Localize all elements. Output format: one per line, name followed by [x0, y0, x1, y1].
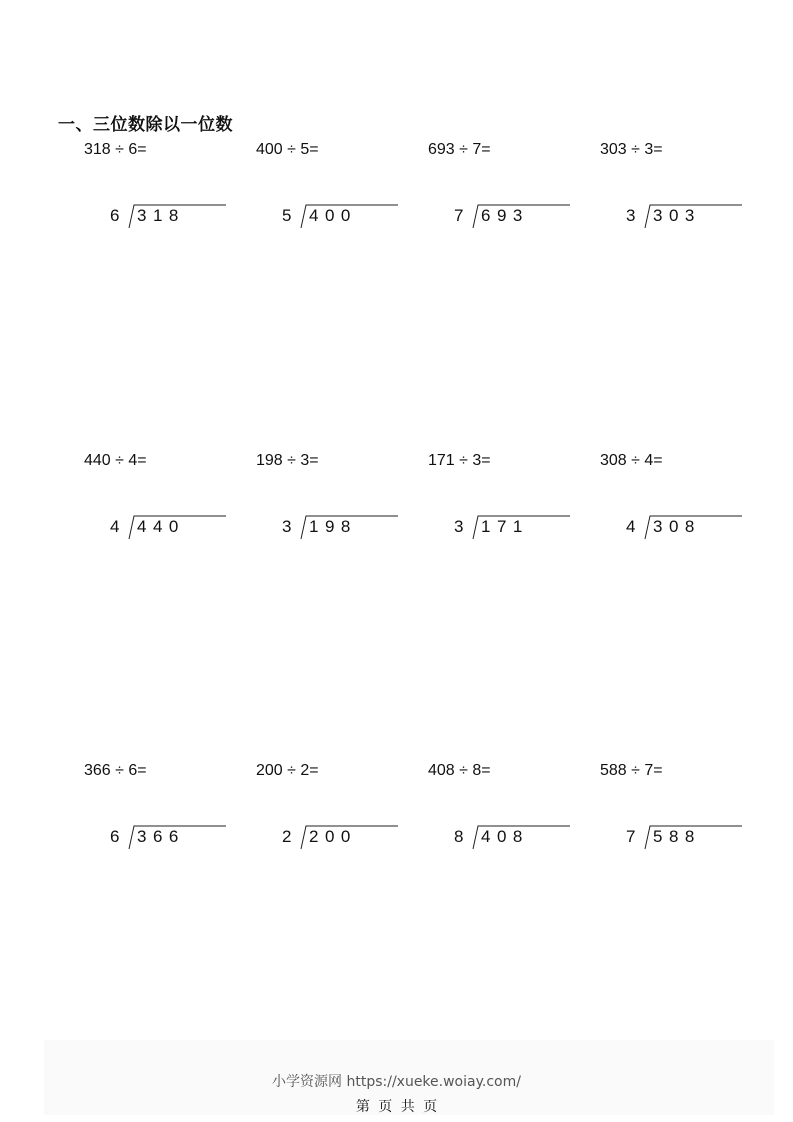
- dividend: 366: [137, 827, 185, 846]
- problem-4: [600, 141, 760, 241]
- problem-5: [84, 452, 244, 552]
- divisor: 5: [282, 206, 292, 225]
- dividend: 308: [653, 517, 701, 536]
- division-expression: 588 ÷ 7=: [600, 762, 663, 779]
- problem-10: [256, 762, 416, 862]
- divisor: 3: [282, 517, 292, 536]
- dividend: 693: [481, 206, 529, 225]
- divisor: 4: [626, 517, 636, 536]
- division-expression: 693 ÷ 7=: [428, 141, 491, 158]
- dividend: 408: [481, 827, 529, 846]
- long-division: [110, 202, 230, 232]
- division-expression: 318 ÷ 6=: [84, 141, 147, 158]
- section-title: 一、三位数除以一位数: [58, 115, 233, 135]
- long-division: [110, 823, 230, 853]
- divisor: 8: [454, 827, 464, 846]
- division-expression: 198 ÷ 3=: [256, 452, 319, 469]
- problem-8: [600, 452, 760, 552]
- division-expression: 408 ÷ 8=: [428, 762, 491, 779]
- divisor: 3: [454, 517, 464, 536]
- division-expression: 303 ÷ 3=: [600, 141, 663, 158]
- dividend: 318: [137, 206, 185, 225]
- long-division: [454, 202, 574, 232]
- long-division: [626, 513, 746, 543]
- footer-page-number: 第 页 共 页: [355, 1099, 438, 1115]
- dividend: 171: [481, 517, 529, 536]
- dividend: 588: [653, 827, 701, 846]
- divisor: 2: [282, 827, 292, 846]
- long-division: [282, 202, 402, 232]
- problem-9: [84, 762, 244, 862]
- problem-6: [256, 452, 416, 552]
- problem-7: [428, 452, 588, 552]
- dividend: 198: [309, 517, 357, 536]
- problem-2: [256, 141, 416, 241]
- dividend: 400: [309, 206, 357, 225]
- problem-3: [428, 141, 588, 241]
- long-division: [110, 513, 230, 543]
- division-expression: 200 ÷ 2=: [256, 762, 319, 779]
- long-division: [282, 823, 402, 853]
- division-expression: 308 ÷ 4=: [600, 452, 663, 469]
- problem-11: [428, 762, 588, 862]
- divisor: 3: [626, 206, 636, 225]
- problem-1: [84, 141, 244, 241]
- division-expression: 440 ÷ 4=: [84, 452, 147, 469]
- divisor: 7: [454, 206, 464, 225]
- dividend: 200: [309, 827, 357, 846]
- division-expression: 366 ÷ 6=: [84, 762, 147, 779]
- division-expression: 400 ÷ 5=: [256, 141, 319, 158]
- divisor: 7: [626, 827, 636, 846]
- long-division: [454, 823, 574, 853]
- divisor: 6: [110, 827, 120, 846]
- divisor: 6: [110, 206, 120, 225]
- long-division: [626, 202, 746, 232]
- footer-site-link[interactable]: 小学资源网 https://xueke.woiay.com/: [272, 1074, 521, 1090]
- long-division: [626, 823, 746, 853]
- long-division: [454, 513, 574, 543]
- divisor: 4: [110, 517, 120, 536]
- long-division: [282, 513, 402, 543]
- division-expression: 171 ÷ 3=: [428, 452, 491, 469]
- problem-12: [600, 762, 760, 862]
- dividend: 303: [653, 206, 701, 225]
- dividend: 440: [137, 517, 185, 536]
